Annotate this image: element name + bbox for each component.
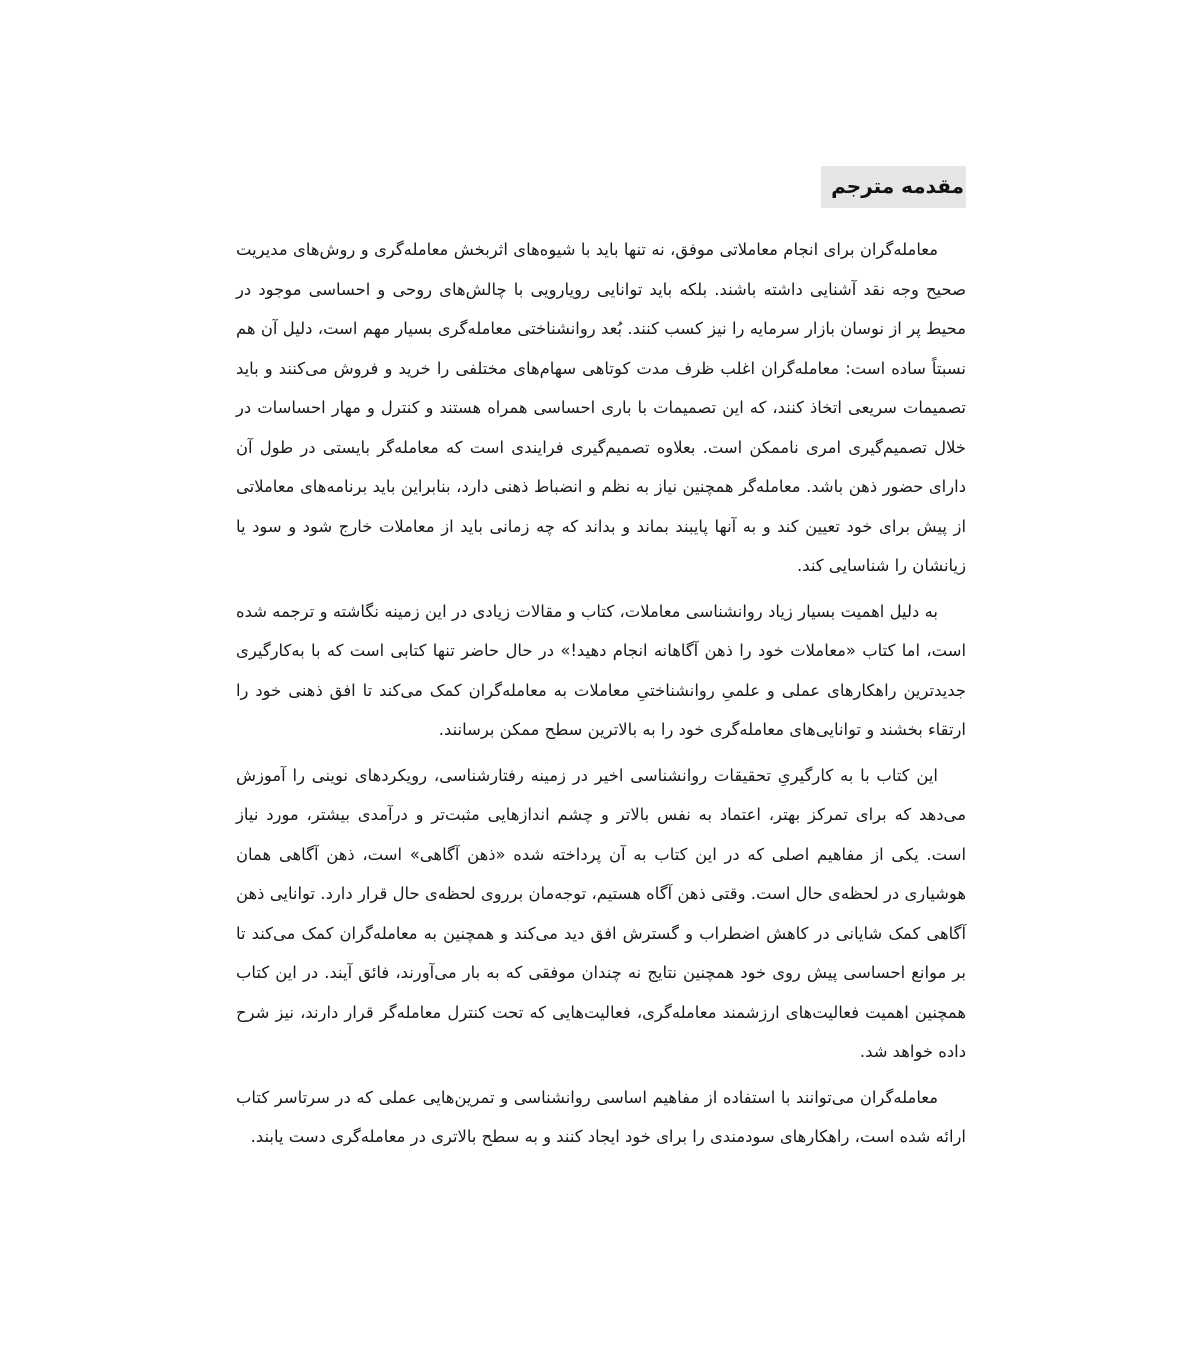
paragraph: معامله‌گران برای انجام معاملاتی موفق، نه تنها باید با شیوه‌های اثربخش معامله‌گری و روش‌های مدیریت صحیح وجه نقد آشنایی داشته باشند. بلکه باید توانایی رویارویی با چالش‌های روحی و احساسی موجود در محیط پر از نوسان بازار سرمایه را نیز کسب کنند. بُعد روانشناختی معامله‌گری بسیار مهم است، دلیل آن هم نسبتاً ساده است: معامله‌گران اغلب ظرف مدت کوتاهی سهام‌های مختلفی را خرید و فروش می‌کنند و باید تصمیمات سریعی اتخاذ کنند، که این تصمیمات با باری احساسی همراه هستند و کنترل و مهار احساسات در خلال تصمیم‌گیری امری ناممکن است. بعلاوه تصمیم‌گیری فرایندی است که معامله‌گر بایستی در طول آن دارای حضور ذهن باشد. معامله‌گر همچنین نیاز به نظم و انضباط ذهنی دارد، بنابراین باید برنامه‌های معاملاتی از پیش برای خود تعیین کند و به آنها پایبند بماند و بداند که چه زمانی باید از معاملات خارج شود و سود یا زیانشان را شناسایی کند. bbox=[236, 240, 966, 575]
page-content bbox=[236, 166, 966, 1163]
heading-container bbox=[236, 166, 966, 208]
section-heading: مقدمه مترجم bbox=[821, 166, 966, 208]
paragraph: معامله‌گران می‌توانند با استفاده از مفاهیم اساسی روانشناسی و تمرین‌هایی عملی که در سرتاسر کتاب ارائه شده است، راهکارهای سودمندی را برای خود ایجاد کنند و به سطح بالاتری در معامله‌گری دست یابند. bbox=[236, 1087, 966, 1146]
paragraph: به دلیل اهمیت بسیار زیاد روانشناسی معاملات، کتاب و مقالات زیادی در این زمینه نگاشته و ترجمه شده است، اما کتاب «معاملات خود را ذهن آگاهانه انجام دهید!» در حال حاضر تنها کتابی است که با به‌کارگیری جدیدترین راهکارهای عملی و علمیِ روانشناختیِ معاملات به معامله‌گران کمک می‌کند تا افق ذهنی خود را ارتقاء بخشند و توانایی‌های معامله‌گری خود را به بالاترین سطح ممکن برسانند. bbox=[236, 601, 966, 739]
paragraph: این کتاب با به کارگیریِ تحقیقات روانشناسی اخیر در زمینه رفتارشناسی، رویکردهای نوینی را آموزش می‌دهد که برای تمرکز بهتر، اعتماد به نفس بالاتر و چشم اندازهایی مثبت‌تر و درآمدی بیشتر، مورد نیاز است. یکی از مفاهیم اصلی که در این کتاب به آن پرداخته شده «ذهن آگاهی» است، ذهن آگاهی همان هوشیاری در لحظه‌ی حال است. وقتی ذهن آگاه هستیم، توجه‌مان برروی لحظه‌ی حال قرار دارد. توانایی ذهن آگاهی کمک شایانی در کاهش اضطراب و گسترش افق دید می‌کند و همچنین به معامله‌گران کمک می‌کند تا بر موانع احساسی پیش روی خود همچنین نتایج نه چندان موفقی که به بار می‌آورند، فائق آیند. در این کتاب همچنین اهمیت فعالیت‌های ارزشمند معامله‌گری، فعالیت‌هایی که تحت کنترل معامله‌گر قرار دارند، نیز شرح داده خواهد شد. bbox=[236, 765, 966, 1061]
